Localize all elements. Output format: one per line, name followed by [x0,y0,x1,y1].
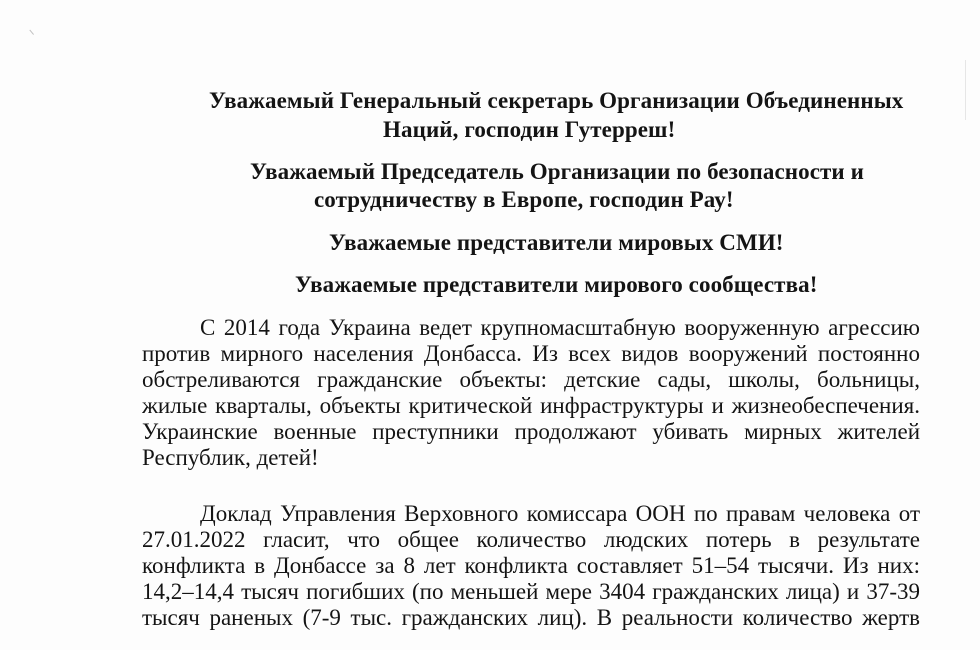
paragraph-line: Украинские военные преступники продолжают убивать мирных жителей [142,419,920,444]
heading-world-community: Уважаемые представители мирового сообщества! [295,272,818,297]
paragraph-un-report [142,501,920,631]
paragraph-line: Республик, детей! [142,445,319,470]
paragraph-line: жилые кварталы, объекты критической инфраструктуры и жизнеобеспечения. [142,393,920,418]
paragraph-line: против мирного населения Донбасса. Из всех видов вооружений постоянно [142,341,920,366]
heading-media: Уважаемые представители мировых СМИ! [329,230,784,255]
heading-un-secretary-line1: Уважаемый Генеральный секретарь Организации Объединенных [209,88,904,113]
scan-edge [965,60,966,120]
heading-osce-chair-line2: сотрудничеству в Европе, господин Рау! [314,187,734,212]
paragraph-line: С 2014 года Украина ведет крупномасштабную вооруженную агрессию [200,315,920,340]
heading-osce-chair-line1: Уважаемый Председатель Организации по безопасности и [250,159,864,184]
paragraph-line: обстреливаются гражданские объекты: детские сады, школы, больницы, [142,367,920,392]
paragraph-aggression [142,315,920,471]
paragraph-line: тысяч раненых (7-9 тыс. гражданских лиц). В реальности количество жертв [142,605,920,630]
paragraph-line: Доклад Управления Верховного комиссара ООН по правам человека от [200,501,920,526]
paragraph-line: 27.01.2022 гласит, что общее количество людских потерь в результате [142,527,920,552]
scan-mark [29,23,41,35]
heading-un-secretary-line2: Наций, господин Гутерреш! [383,117,676,142]
paragraph-line: конфликта в Донбассе за 8 лет конфликта составляет 51–54 тысячи. Из них: [142,553,920,578]
paragraph-line: 14,2–14,4 тысяч погибших (по меньшей мере 3404 гражданских лица) и 37-39 [142,579,920,604]
